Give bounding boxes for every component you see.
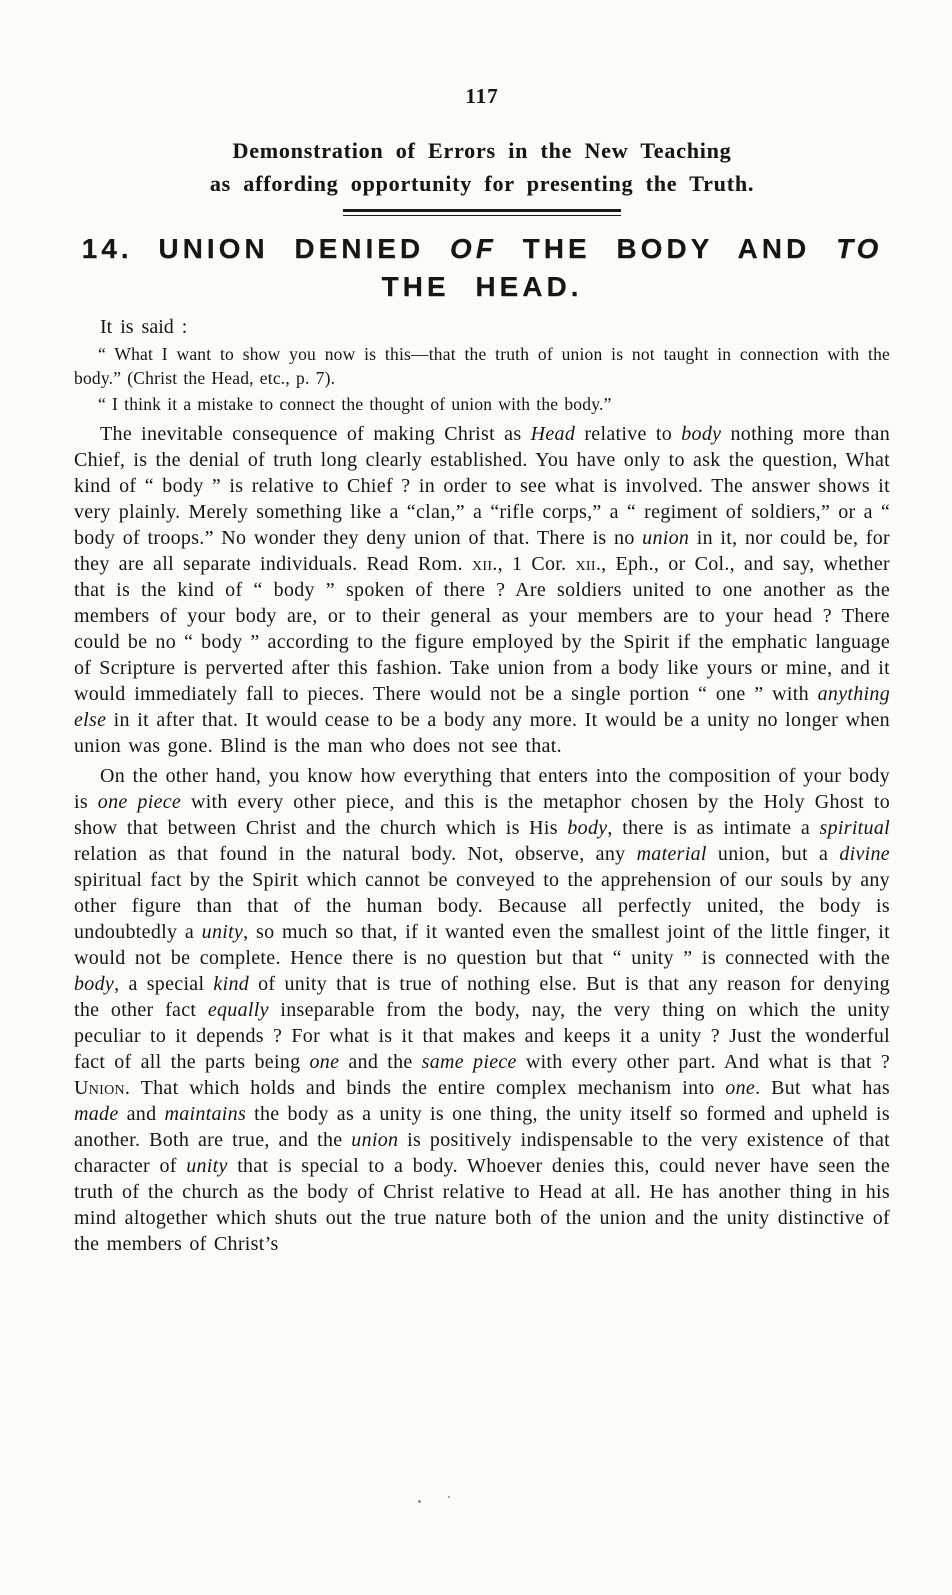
text-run: spiritual bbox=[819, 816, 890, 839]
text-run: , so much so that, if it wanted even the smallest joint of the little finger, it would not be complete. Hence there is no question but that “ unity ” is connected with the bbox=[74, 920, 890, 969]
text-run: Head bbox=[530, 422, 576, 445]
text-run: xii bbox=[472, 552, 493, 575]
text-run: ., Eph., or Col., and say, whether that is the kind of “ body ” spoken of there ? Are soldiers united to one another as the members of your body are, or to their general as your members are to your head ? There could be no “ body ” according to the figure employed by the Spirit if the emphatic language of Scripture is perverted after this fashion. Take union from a body like yours or mine, and it would immediately fall to pieces. There would not be a single portion “ one ” with bbox=[74, 552, 890, 705]
text-run: body bbox=[74, 972, 115, 995]
section-title bbox=[74, 230, 890, 306]
page-number: 117 bbox=[465, 84, 499, 108]
text-run: xii bbox=[575, 552, 596, 575]
text-run: On the other hand, you know how everything that enters into the composition of your body is bbox=[74, 764, 890, 813]
text-run: , there is as intimate a bbox=[607, 816, 820, 839]
text-run: union, but a bbox=[706, 842, 840, 865]
text-run: 14. UNION DENIED bbox=[81, 233, 450, 264]
text-run: body bbox=[681, 422, 722, 445]
text-run: unity bbox=[201, 920, 244, 943]
body-paragraph-1 bbox=[74, 421, 890, 759]
double-rule-divider bbox=[343, 209, 621, 216]
text-run: in it, nor could be, for they are all separate individuals. Read Rom. bbox=[74, 526, 890, 575]
text-run: of unity that is true of nothing else. But is that any reason for denying the other fact bbox=[74, 972, 890, 1021]
body-paragraph-2 bbox=[74, 763, 890, 1257]
text-run: equally bbox=[207, 998, 269, 1021]
intro-line: It is said : bbox=[100, 316, 188, 338]
section-title-line1 bbox=[74, 230, 890, 268]
running-head-line2: as affording opportunity for presenting the Truth. bbox=[209, 171, 755, 196]
text-run: That which holds and binds the entire complex mechanism into bbox=[130, 1076, 726, 1099]
quotation-1: “ What I want to show you now is this—that the truth of union is not taught in connection with the body.” (Christ the Head, etc., p. 7). bbox=[74, 344, 890, 388]
text-run: union bbox=[351, 1128, 399, 1151]
text-run: THE BODY AND bbox=[496, 233, 836, 264]
text-run: Union. bbox=[74, 1076, 131, 1099]
scan-speck bbox=[448, 1496, 450, 1498]
text-run: one bbox=[309, 1050, 340, 1073]
text-run: kind bbox=[213, 972, 250, 995]
text-run: inseparable from the body, nay, the very thing on which the unity peculiar to it depends ? For what is it that makes and keeps it a unity ? Just the wonderful fact of all the parts being bbox=[74, 998, 890, 1073]
text-run: The inevitable consequence of making Christ as bbox=[100, 422, 531, 445]
text-run: OF bbox=[449, 233, 497, 264]
text-run: same piece bbox=[421, 1050, 517, 1073]
text-run: maintains bbox=[164, 1102, 247, 1125]
running-head-line1: Demonstration of Errors in the New Teaching bbox=[232, 138, 732, 163]
text-run: TO bbox=[835, 233, 883, 264]
scan-speck bbox=[418, 1500, 421, 1503]
text-run: is positively indispensable to the very existence of that character of bbox=[74, 1128, 891, 1177]
text-run: relative to bbox=[575, 422, 682, 445]
text-run: divine bbox=[839, 842, 890, 865]
text-run: unity bbox=[186, 1154, 228, 1177]
text-run: one piece bbox=[97, 790, 182, 813]
text-run: that is special to a body. Whoever denies this, could never have seen the truth of the church as the body of Christ relative to Head at all. He has another thing in his mind altogether which shuts out the true nature both of the union and the unity distinctive of the members of Christ’s bbox=[74, 1154, 890, 1255]
text-run: in it after that. It would cease to be a body any more. It would be a unity no longer when union was gone. Blind is the man who does not see that. bbox=[74, 708, 890, 757]
text-run: , a special bbox=[114, 972, 214, 995]
text-run: relation as that found in the natural body. Not, observe, any bbox=[74, 842, 637, 865]
text-run: one bbox=[725, 1076, 756, 1099]
text-run: and the bbox=[339, 1050, 422, 1073]
running-head bbox=[74, 134, 890, 200]
text-run: nothing more than Chief, is the denial of truth long clearly established. You have only to ask the question, What kind of “ body ” is relative to Chief ? in order to see what is involved. The answer shows it very plainly. Merely something like a “clan,” a “rifle corps,” a “ regiment of soldiers,” or a “ body of troops.” No wonder they deny union of that. There is no bbox=[74, 422, 891, 549]
text-run: . But what has bbox=[755, 1076, 890, 1099]
text-run: material bbox=[636, 842, 707, 865]
text-run: the body as a unity is one thing, the unity itself so formed and upheld is another. Both are true, and the bbox=[74, 1102, 890, 1151]
quotation-2: “ I think it a mistake to connect the thought of union with the body.” bbox=[98, 394, 612, 414]
text-run: body bbox=[567, 816, 608, 839]
text-run: made bbox=[74, 1102, 119, 1125]
text-run: spiritual fact by the Spirit which cannot be conveyed to the apprehension of our souls by any other figure than that of the human body. Because all perfectly united, the body is undoubtedly a bbox=[74, 868, 890, 943]
text-run: with every other part. And what is that ? bbox=[516, 1050, 890, 1073]
text-run: and bbox=[118, 1102, 165, 1125]
text-run: ., 1 Cor. bbox=[492, 552, 576, 575]
text-run: anything else bbox=[74, 682, 890, 731]
text-run: with every other piece, and this is the metaphor chosen by the Holy Ghost to show that between Christ and the church which is His bbox=[74, 790, 890, 839]
text-run: union bbox=[642, 526, 690, 549]
section-title-line2: THE HEAD. bbox=[381, 271, 583, 302]
